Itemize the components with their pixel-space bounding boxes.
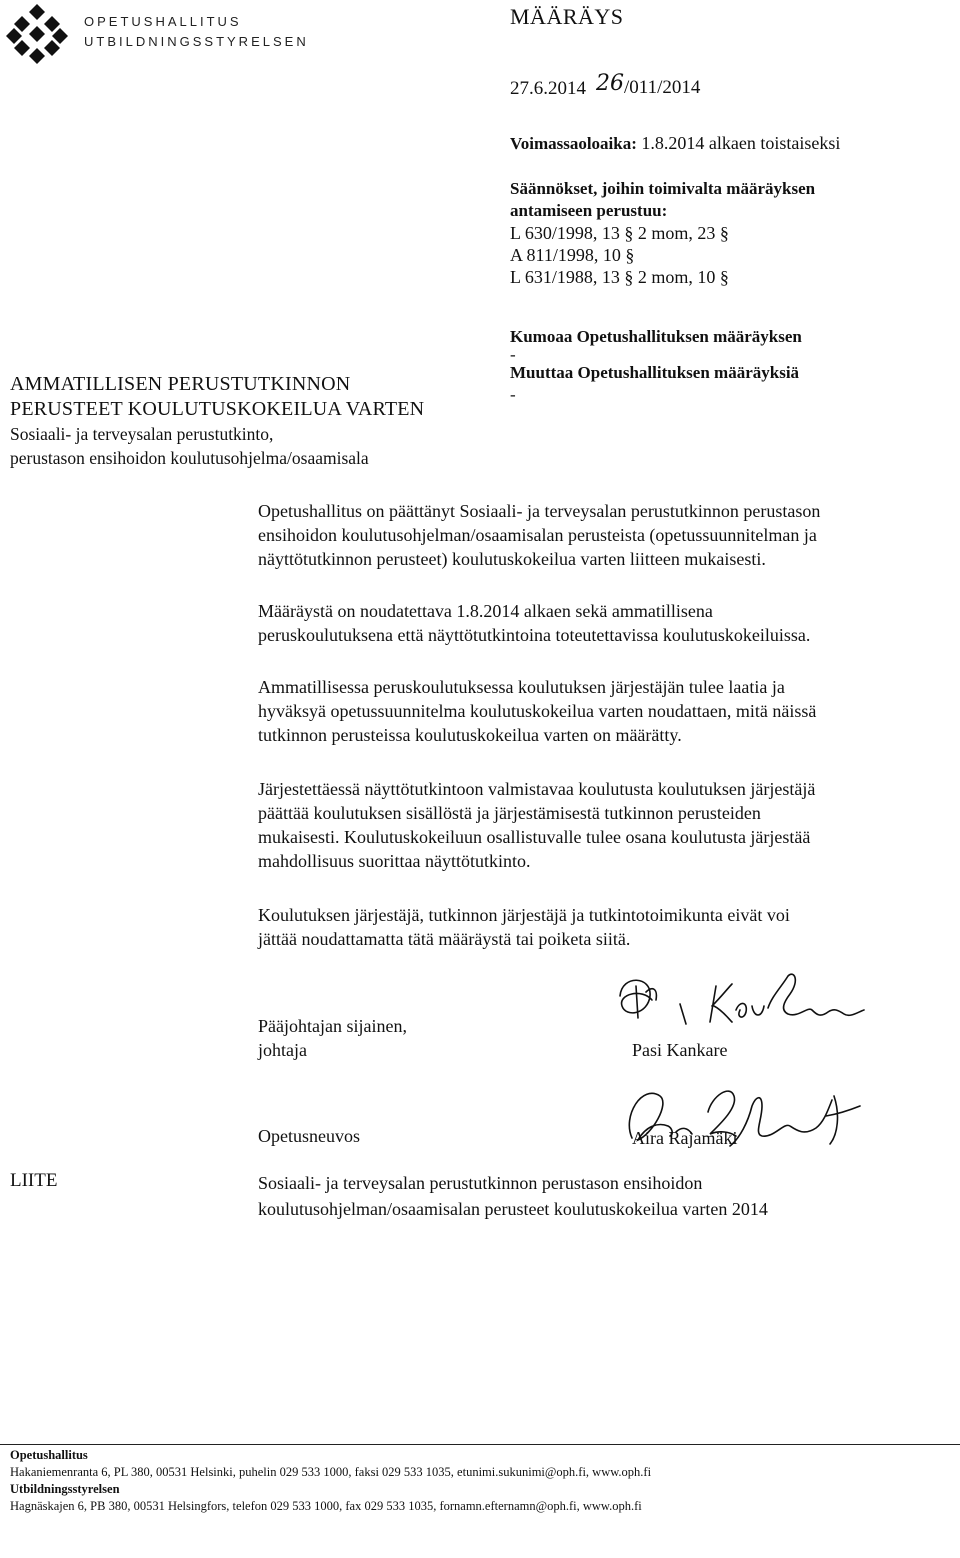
signer-1-name: Pasi Kankare <box>632 1040 728 1060</box>
paragraph-line: mahdollisuus suorittaa näyttötutkinto. <box>258 851 531 871</box>
body-paragraph <box>258 499 953 571</box>
document-number <box>596 71 701 99</box>
footer-org-sv: Utbildningsstyrelsen <box>10 1482 120 1496</box>
appendix-label: LIITE <box>10 1170 58 1191</box>
footer-address-fi: Hakaniemenranta 6, PL 380, 00531 Helsinki, puhelin 029 533 1000, faksi 029 533 1035, etunimi.sukunimi@oph.fi, www.oph.fi <box>10 1465 652 1479</box>
body-paragraph <box>258 599 953 647</box>
legal-basis-heading-2: antamiseen perustuu: <box>510 201 668 220</box>
paragraph-line: Opetushallitus on päättänyt Sosiaali- ja terveysalan perustutkinnon perustason <box>258 501 821 521</box>
body-paragraph <box>258 903 953 951</box>
paragraph-line: Määräystä on noudatettava 1.8.2014 alkaen sekä ammatillisena <box>258 601 713 621</box>
handwritten-number: 26 <box>596 71 624 96</box>
validity-label: Voimassaoloaika: <box>510 134 637 153</box>
title-line-2: PERUSTEET KOULUTUSKOKEILUA VARTEN <box>10 398 425 420</box>
org-name-sv: UTBILDNINGSSTYRELSEN <box>84 34 309 49</box>
signer-1-role <box>258 1014 407 1062</box>
footer-address-sv: Hagnäskajen 6, PB 380, 00531 Helsingfors, telefon 029 533 1000, fax 029 533 1035, fornamn.efternamn@oph.fi, www.oph.fi <box>10 1499 642 1513</box>
subtitle-line-2: perustason ensihoidon koulutusohjelma/osaamisala <box>10 448 369 468</box>
title-line-1: AMMATILLISEN PERUSTUTKINNON <box>10 373 351 395</box>
paragraph-line: ensihoidon koulutusohjelman/osaamisalan perusteista (opetussuunnitelman ja <box>258 525 817 545</box>
amendments <box>510 326 802 406</box>
appendix-line-2: koulutusohjelman/osaamisalan perusteet koulutuskokeilua varten 2014 <box>258 1199 768 1219</box>
footer-org-fi: Opetushallitus <box>10 1448 88 1462</box>
validity-value: 1.8.2014 alkaen toistaiseksi <box>641 133 841 153</box>
legal-basis-item: L 631/1988, 13 § 2 mom, 10 § <box>510 267 729 287</box>
paragraph-line: päättää koulutuksen sisällöstä ja järjestämisestä tutkinnon perusteiden <box>258 803 761 823</box>
opetushallitus-logo <box>6 4 68 64</box>
paragraph-line: tutkinnon perusteissa koulutuskokeilua varten on määrätty. <box>258 725 682 745</box>
document-subtitle <box>10 422 369 470</box>
document-date: 27.6.2014 <box>510 78 586 99</box>
paragraph-line: Järjestettäessä näyttötutkintoon valmistavaa koulutusta koulutuksen järjestäjä <box>258 779 816 799</box>
paragraph-line: jättää noudattamatta tätä määräystä tai poiketa siitä. <box>258 929 631 949</box>
footer-divider <box>0 1444 960 1445</box>
validity-period <box>510 133 840 154</box>
signer-2-name: Aira Rajamäki <box>632 1128 738 1148</box>
paragraph-line: Ammatillisessa peruskoulutuksessa koulutuksen järjestäjän tulee laatia ja <box>258 677 785 697</box>
repeals-label: Kumoaa Opetushallituksen määräyksen <box>510 327 802 346</box>
document-title <box>10 372 424 422</box>
legal-basis-heading-1: Säännökset, joihin toimivalta määräyksen <box>510 179 816 198</box>
legal-basis-item: A 811/1998, 10 § <box>510 245 635 265</box>
signer-2-role: Opetusneuvos <box>258 1126 360 1146</box>
document-type: MÄÄRÄYS <box>510 4 624 29</box>
paragraph-line: näyttötutkinnon perusteet) koulutuskokeilua varten liitteen mukaisesti. <box>258 549 766 569</box>
subtitle-line-1: Sosiaali- ja terveysalan perustutkinto, <box>10 424 274 444</box>
body-paragraph <box>258 675 953 747</box>
role-line-1: Pääjohtajan sijainen, <box>258 1016 407 1036</box>
handwritten-signature-2 <box>612 1076 902 1166</box>
appendix-line-1: Sosiaali- ja terveysalan perustutkinnon perustason ensihoidon <box>258 1173 703 1193</box>
repeals-value: - <box>510 345 516 364</box>
paragraph-line: hyväksyä opetussuunnitelma koulutuskokeilua varten noudattaen, mitä näissä <box>258 701 817 721</box>
body-paragraph <box>258 777 953 873</box>
org-name-fi: OPETUSHALLITUS <box>84 14 242 29</box>
amends-label: Muuttaa Opetushallituksen määräyksiä <box>510 363 800 382</box>
legal-basis <box>510 178 815 288</box>
organization-name <box>84 12 309 52</box>
paragraph-line: Koulutuksen järjestäjä, tutkinnon järjestäjä ja tutkintotoimikunta eivät voi <box>258 905 790 925</box>
role-line-2: johtaja <box>258 1040 307 1060</box>
paragraph-line: mukaisesti. Koulutuskokeiluun osallistuvalle tulee osana koulutusta järjestää <box>258 827 811 847</box>
handwritten-signature-1 <box>612 966 882 1036</box>
amends-value: - <box>510 385 516 404</box>
document-number-suffix: /011/2014 <box>624 77 701 98</box>
paragraph-line: peruskoulutuksena että näyttötutkintoina toteutettavissa koulutuskokeiluissa. <box>258 625 811 645</box>
legal-basis-item: L 630/1998, 13 § 2 mom, 23 § <box>510 223 729 243</box>
appendix-description <box>258 1170 768 1222</box>
footer <box>10 1447 651 1515</box>
